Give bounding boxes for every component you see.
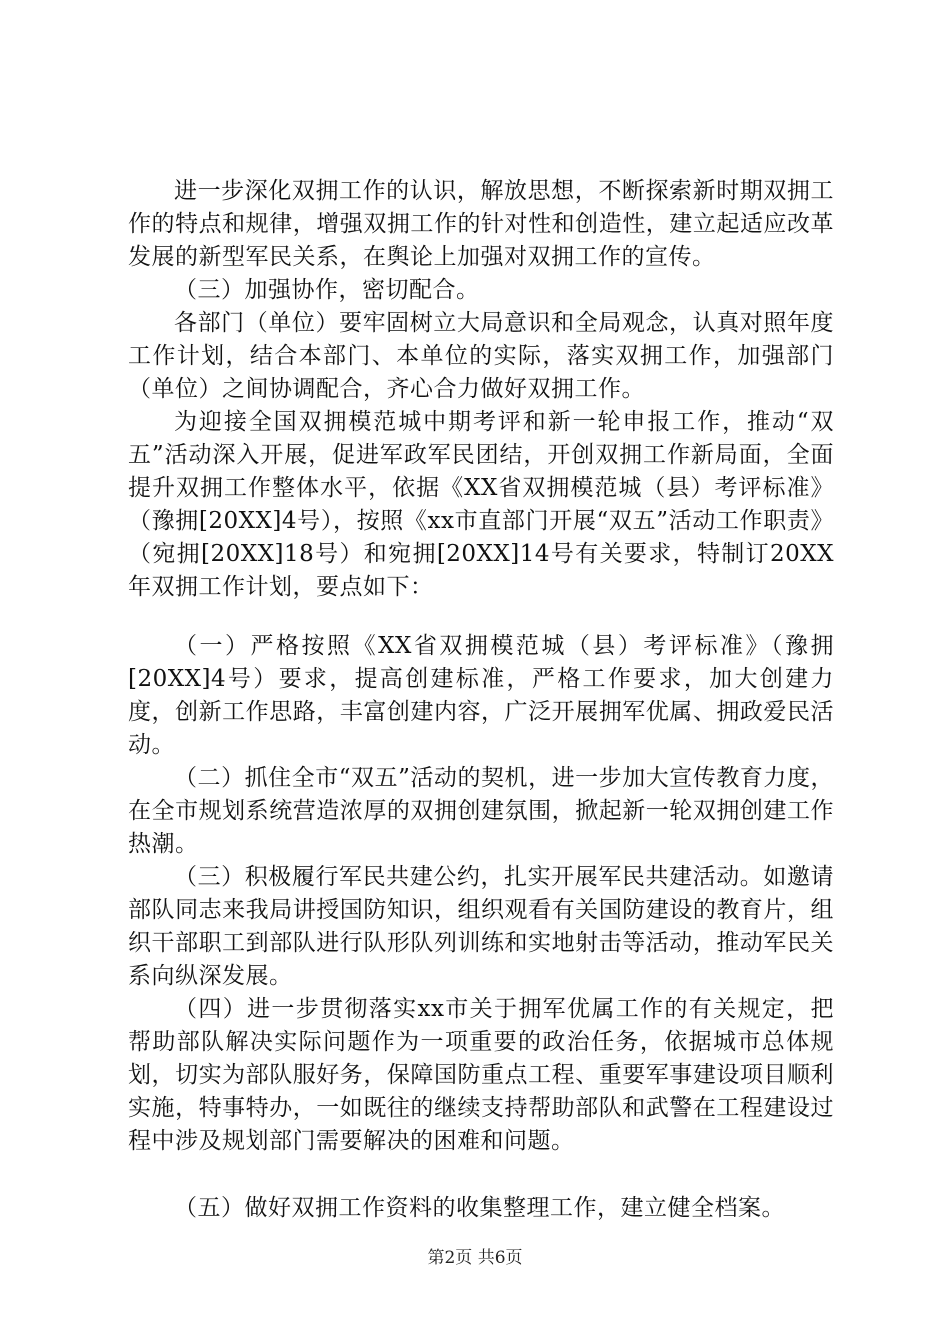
paragraph-4: 为迎接全国双拥模范城中期考评和新一轮申报工作，推动“双五”活动深入开展，促进军政军民团结，开创双拥工作新局面，全面提升双拥工作整体水平，依据《XX省双拥模范城（县）考评标准》（豫拥[20XX]4号），按照《xx市直部门开展“双五”活动工作职责》（宛拥[20XX]18号）和宛拥[20XX]14号有关要求，特制订20XX年双拥工作计划，要点如下： xyxy=(128,409,834,600)
paragraph-1: 进一步深化双拥工作的认识，解放思想，不断探索新时期双拥工作的特点和规律，增强双拥工作的针对性和创造性，建立起适应改革发展的新型军民关系，在舆论上加强对双拥工作的宣传。 xyxy=(128,178,834,270)
document-body xyxy=(128,175,834,1225)
paragraph-5: （一）严格按照《XX省双拥模范城（县）考评标准》（豫拥[20XX]4号）要求，提高创建标准，严格工作要求，加大创建力度，创新工作思路，丰富创建内容，广泛开展拥军优属、拥政爱民活动。 xyxy=(128,633,834,758)
paragraph-6: （二）抓住全市“双五”活动的契机，进一步加大宣传教育力度，在全市规划系统营造浓厚的双拥创建氛围，掀起新一轮双拥创建工作热潮。 xyxy=(128,765,834,857)
paragraph-2-heading: （三）加强协作，密切配合。 xyxy=(174,277,480,303)
paragraph-7: （三）积极履行军民共建公约，扎实开展军民共建活动。如邀请部队同志来我局讲授国防知识，组织观看有关国防建设的教育片，组织干部职工到部队进行队形队列训练和实地射击等活动，推动军民关系向纵深发展。 xyxy=(128,864,834,989)
paragraph-3: 各部门（单位）要牢固树立大局意识和全局观念，认真对照年度工作计划，结合本部门、本单位的实际，落实双拥工作，加强部门（单位）之间协调配合，齐心合力做好双拥工作。 xyxy=(128,310,834,402)
page-footer: 第2页 共6页 xyxy=(427,1248,523,1268)
paragraph-9: （五）做好双拥工作资料的收集整理工作，建立健全档案。 xyxy=(174,1195,785,1221)
paragraph-8: （四）进一步贯彻落实xx市关于拥军优属工作的有关规定，把帮助部队解决实际问题作为一项重要的政治任务，依据城市总体规划，切实为部队服好务，保障国防重点工程、重要军事建设项目顺利实施，特事特办，一如既往的继续支持帮助部队和武警在工程建设过程中涉及规划部门需要解决的困难和问题。 xyxy=(128,996,834,1154)
